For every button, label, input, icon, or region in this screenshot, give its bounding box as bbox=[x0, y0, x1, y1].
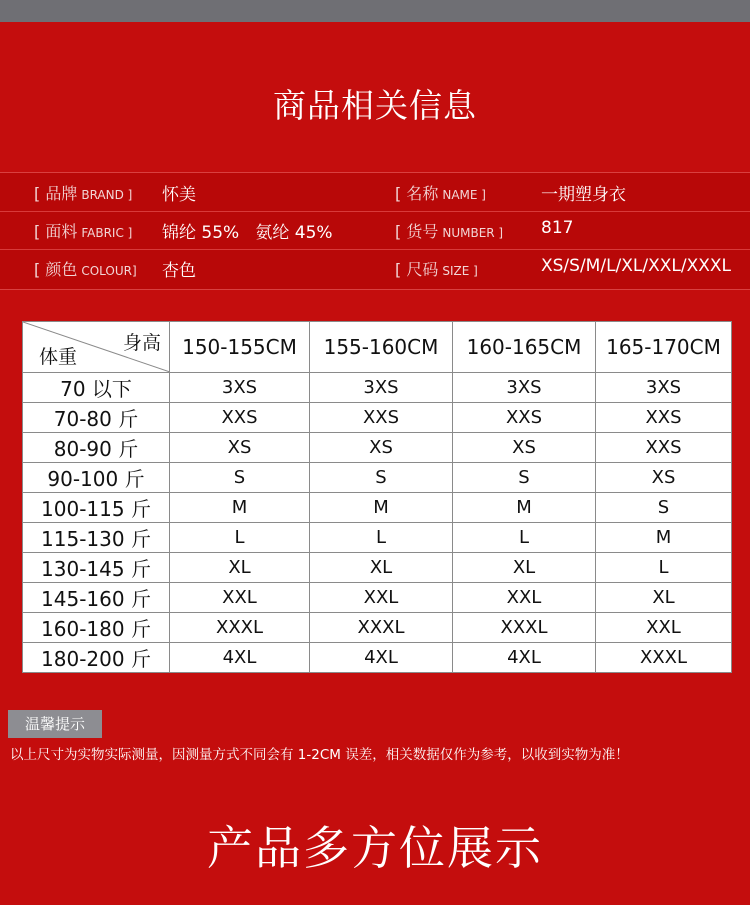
weight-cell: 80-90 斤 bbox=[23, 433, 170, 463]
colour-label: [ 颜色 COLOUR] bbox=[34, 260, 137, 279]
tip-badge: 温馨提示 bbox=[8, 710, 102, 738]
size-cell: XL bbox=[453, 553, 596, 583]
brand-value: 怀美 bbox=[162, 185, 196, 205]
size-cell: XS bbox=[453, 433, 596, 463]
table-row bbox=[23, 553, 732, 583]
size-cell: S bbox=[170, 463, 310, 493]
size-cell: 3XS bbox=[310, 373, 453, 403]
size-cell: XS bbox=[596, 463, 732, 493]
top-bar bbox=[0, 0, 750, 22]
weight-cell: 70 以下 bbox=[23, 373, 170, 403]
colour-value: 杏色 bbox=[162, 261, 196, 281]
weight-cell: 180-200 斤 bbox=[23, 643, 170, 673]
size-cell: XS bbox=[170, 433, 310, 463]
table-row bbox=[23, 403, 732, 433]
size-cell: XXL bbox=[310, 583, 453, 613]
size-cell: XXL bbox=[453, 583, 596, 613]
product-info-panel bbox=[0, 172, 750, 290]
info-row-colour bbox=[0, 249, 750, 287]
size-label: [ 尺码 SIZE ] bbox=[395, 260, 478, 279]
size-cell: XXL bbox=[170, 583, 310, 613]
size-cell: L bbox=[310, 523, 453, 553]
number-label: [ 货号 NUMBER ] bbox=[395, 222, 504, 241]
size-cell: S bbox=[453, 463, 596, 493]
fabric-value: 锦纶 55% 氨纶 45% bbox=[162, 223, 333, 243]
brand-label: [ 品牌 BRAND ] bbox=[34, 184, 133, 203]
section-title-display: 产品多方位展示 bbox=[207, 821, 543, 875]
size-cell: XXXL bbox=[310, 613, 453, 643]
size-cell: XXS bbox=[596, 433, 732, 463]
weight-cell: 145-160 斤 bbox=[23, 583, 170, 613]
weight-axis-label: 体重 bbox=[39, 346, 78, 368]
size-cell: XL bbox=[170, 553, 310, 583]
column-header: 160-165CM bbox=[453, 322, 596, 373]
size-chart-corner-cell bbox=[23, 322, 170, 373]
size-cell: XXXL bbox=[453, 613, 596, 643]
page-title: 商品相关信息 bbox=[273, 86, 477, 125]
table-row bbox=[23, 493, 732, 523]
table-row bbox=[23, 463, 732, 493]
size-cell: S bbox=[310, 463, 453, 493]
table-row bbox=[23, 643, 732, 673]
weight-cell: 70-80 斤 bbox=[23, 403, 170, 433]
size-cell: L bbox=[453, 523, 596, 553]
size-chart-header-row bbox=[23, 322, 732, 373]
size-cell: M bbox=[170, 493, 310, 523]
size-cell: XXS bbox=[453, 403, 596, 433]
weight-cell: 100-115 斤 bbox=[23, 493, 170, 523]
size-cell: XS bbox=[310, 433, 453, 463]
size-chart-table bbox=[22, 321, 732, 673]
name-value: 一期塑身衣 bbox=[541, 185, 626, 205]
size-cell: XXS bbox=[170, 403, 310, 433]
table-row bbox=[23, 373, 732, 403]
size-cell: M bbox=[310, 493, 453, 523]
table-row bbox=[23, 433, 732, 463]
weight-cell: 130-145 斤 bbox=[23, 553, 170, 583]
column-header: 150-155CM bbox=[170, 322, 310, 373]
weight-cell: 115-130 斤 bbox=[23, 523, 170, 553]
name-label: [ 名称 NAME ] bbox=[395, 184, 486, 203]
size-cell: 3XS bbox=[170, 373, 310, 403]
size-cell: L bbox=[596, 553, 732, 583]
size-cell: L bbox=[170, 523, 310, 553]
info-row-brand bbox=[0, 173, 750, 212]
size-cell: 4XL bbox=[170, 643, 310, 673]
tip-text: 以上尺寸为实物实际测量，因测量方式不同会有 1-2CM 误差，相关数据仅作为参考，以收到实物为准！ bbox=[10, 747, 629, 763]
height-axis-label: 身高 bbox=[122, 332, 161, 354]
size-cell: XXS bbox=[596, 403, 732, 433]
column-header: 155-160CM bbox=[310, 322, 453, 373]
weight-cell: 160-180 斤 bbox=[23, 613, 170, 643]
size-value: XS/S/M/L/XL/XXL/XXXL bbox=[541, 256, 732, 276]
info-row-fabric bbox=[0, 211, 750, 250]
size-cell: S bbox=[596, 493, 732, 523]
table-row bbox=[23, 613, 732, 643]
number-value: 817 bbox=[541, 218, 574, 238]
size-cell: XL bbox=[596, 583, 732, 613]
size-cell: 4XL bbox=[453, 643, 596, 673]
size-cell: XL bbox=[310, 553, 453, 583]
size-cell: 4XL bbox=[310, 643, 453, 673]
fabric-label: [ 面料 FABRIC ] bbox=[34, 222, 133, 241]
size-cell: XXXL bbox=[170, 613, 310, 643]
size-cell: 3XS bbox=[453, 373, 596, 403]
size-cell: XXL bbox=[596, 613, 732, 643]
size-cell: 3XS bbox=[596, 373, 732, 403]
table-row bbox=[23, 583, 732, 613]
size-cell: XXXL bbox=[596, 643, 732, 673]
column-header: 165-170CM bbox=[596, 322, 732, 373]
weight-cell: 90-100 斤 bbox=[23, 463, 170, 493]
size-cell: XXS bbox=[310, 403, 453, 433]
size-cell: M bbox=[596, 523, 732, 553]
size-cell: M bbox=[453, 493, 596, 523]
table-row bbox=[23, 523, 732, 553]
